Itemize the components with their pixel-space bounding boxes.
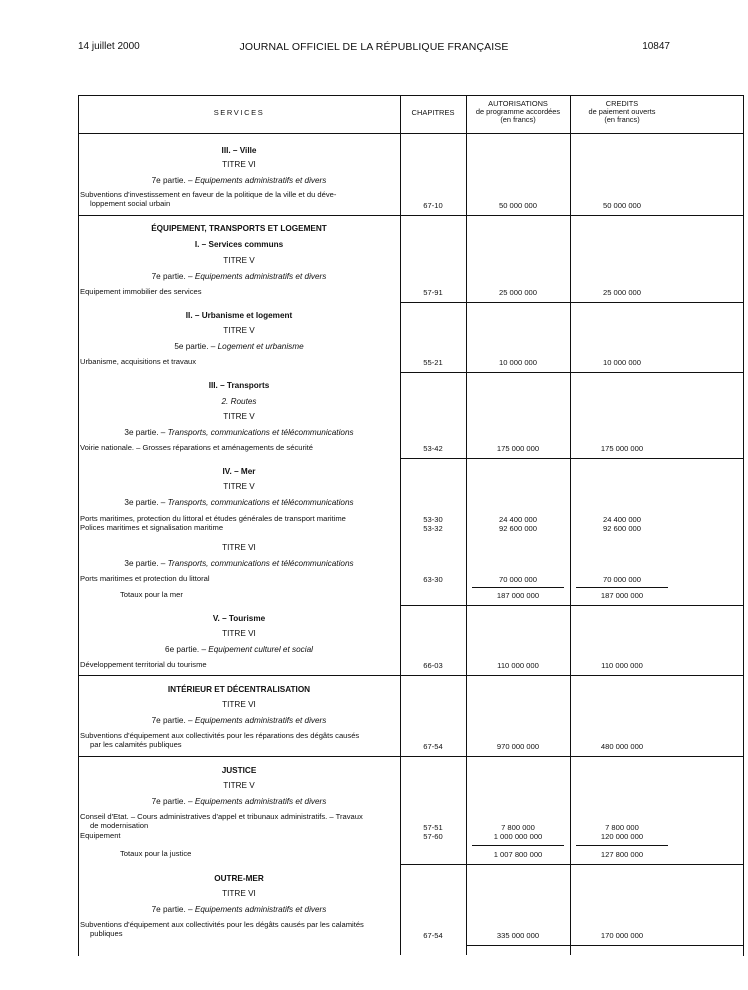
partie-label bbox=[78, 428, 400, 437]
partie-number: 7e partie. – bbox=[151, 797, 195, 806]
line-item-text bbox=[80, 190, 392, 199]
chapter-code: 53-32 bbox=[423, 524, 443, 533]
section-title: V. – Tourisme bbox=[212, 614, 266, 623]
section-rule bbox=[78, 756, 744, 757]
partie-name: Equipements administratifs et divers bbox=[194, 716, 327, 725]
autorisation-amount: 50 000 000 bbox=[498, 201, 537, 210]
credit-amount: 50 000 000 bbox=[602, 201, 641, 210]
partie-name: Equipement culturel et social bbox=[208, 645, 313, 654]
page-number: 10847 bbox=[642, 41, 670, 52]
credit-amount: 10 000 000 bbox=[602, 358, 641, 367]
header-line: de programme accordées bbox=[475, 107, 561, 116]
ministry-heading: INTÉRIEUR ET DÉCENTRALISATION bbox=[167, 685, 311, 694]
header-line: CREDITS bbox=[605, 99, 639, 108]
partie-label bbox=[78, 905, 400, 914]
line-item-label: Subventions d'équipement aux collectivités pour les dégâts causés par les calamités bbox=[80, 920, 364, 929]
partie-label bbox=[78, 272, 400, 281]
autorisation-amount: 70 000 000 bbox=[498, 575, 537, 584]
line-item-text bbox=[80, 731, 392, 740]
section-rule bbox=[400, 372, 744, 373]
total-credit-amount: 187 000 000 bbox=[600, 591, 644, 600]
titre-label: TITRE V bbox=[223, 326, 255, 335]
partie-number: 3e partie. – bbox=[124, 498, 168, 507]
chapter-code: 66-03 bbox=[423, 661, 443, 670]
section-rule bbox=[400, 302, 744, 303]
line-item-label: de modernisation bbox=[90, 821, 149, 830]
line-item-label: Développement territorial du tourisme bbox=[80, 660, 207, 669]
partie-number: 7e partie. – bbox=[151, 176, 195, 185]
autorisation-amount: 970 000 000 bbox=[496, 742, 540, 751]
partie-number: 6e partie. – bbox=[165, 645, 209, 654]
autorisation-amount: 175 000 000 bbox=[496, 444, 540, 453]
total-label: Totaux pour la justice bbox=[120, 849, 192, 858]
section-rule bbox=[400, 458, 744, 459]
autorisation-amount: 110 000 000 bbox=[497, 661, 539, 670]
header-line: AUTORISATIONS bbox=[488, 99, 548, 108]
credit-amount: 92 600 000 bbox=[602, 524, 641, 533]
line-item-text bbox=[80, 287, 392, 296]
partie-label bbox=[78, 342, 400, 351]
total-line bbox=[80, 590, 402, 599]
line-item-label: Equipement immobilier des services bbox=[80, 287, 202, 296]
chapter-code: 63-30 bbox=[423, 575, 443, 584]
journal-title: JOURNAL OFFICIEL DE LA RÉPUBLIQUE FRANÇAISE bbox=[239, 41, 509, 53]
header-rule bbox=[78, 133, 744, 134]
partie-name: Equipements administratifs et divers bbox=[194, 905, 327, 914]
line-item-label: Conseil d'Etat. – Cours administratives d'appel et tribunaux administratifs. – Travaux bbox=[80, 812, 363, 821]
credit-amount: 480 000 000 bbox=[600, 742, 644, 751]
line-item-text bbox=[80, 357, 392, 366]
line-item-text bbox=[80, 929, 392, 938]
partie-name: Logement et urbanisme bbox=[217, 342, 304, 351]
line-item-label: Polices maritimes et signalisation maritime bbox=[80, 523, 224, 532]
line-item-label: Equipement bbox=[80, 831, 121, 840]
line-item-text bbox=[80, 831, 392, 840]
section-rule bbox=[400, 605, 744, 606]
line-item-label: Urbanisme, acquisitions et travaux bbox=[80, 357, 197, 366]
credit-amount: 175 000 000 bbox=[600, 444, 644, 453]
subtotal-rule bbox=[472, 845, 564, 846]
chapter-code: 67-10 bbox=[423, 201, 443, 210]
partie-label bbox=[78, 645, 400, 654]
titre-label: TITRE VI bbox=[222, 889, 256, 898]
chapter-code: 57-60 bbox=[423, 832, 443, 841]
chapter-code: 55-21 bbox=[423, 358, 443, 367]
line-item-text bbox=[80, 660, 392, 669]
autorisation-amount: 7 800 000 bbox=[501, 823, 535, 832]
chapter-code: 57-51 bbox=[423, 823, 443, 832]
titre-label: TITRE VI bbox=[222, 700, 256, 709]
chapter-code: 57-91 bbox=[423, 288, 443, 297]
partie-label bbox=[78, 797, 400, 806]
page-date: 14 juillet 2000 bbox=[78, 41, 140, 52]
partie-number: 3e partie. – bbox=[124, 559, 168, 568]
partie-name: Transports, communications et télécommunications bbox=[167, 559, 354, 568]
subtotal-rule bbox=[576, 587, 668, 588]
ministry-heading: ÉQUIPEMENT, TRANSPORTS ET LOGEMENT bbox=[151, 224, 327, 233]
credit-amount: 70 000 000 bbox=[602, 575, 641, 584]
header-line: de paiement ouverts bbox=[588, 107, 656, 116]
line-item-label: loppement social urbain bbox=[90, 199, 171, 208]
section-title: III. – Transports bbox=[208, 381, 270, 390]
partie-name: Equipements administratifs et divers bbox=[194, 797, 327, 806]
partie-name: Transports, communications et télécommunications bbox=[167, 428, 354, 437]
titre-label: TITRE V bbox=[223, 781, 255, 790]
partie-label bbox=[78, 176, 400, 185]
titre-label: TITRE VI bbox=[222, 160, 256, 169]
header-line: (en francs) bbox=[500, 115, 536, 124]
line-item-label: Subventions d'investissement en faveur de la politique de la ville et du déve- bbox=[80, 190, 337, 199]
partie-number: 7e partie. – bbox=[151, 905, 195, 914]
header-line: (en francs) bbox=[604, 115, 640, 124]
partie-label bbox=[78, 716, 400, 725]
credit-amount: 25 000 000 bbox=[602, 288, 641, 297]
partie-name: Equipements administratifs et divers bbox=[194, 272, 327, 281]
partie-label bbox=[78, 498, 400, 507]
column-header-services: SERVICES bbox=[213, 108, 265, 117]
partie-number: 7e partie. – bbox=[151, 272, 195, 281]
line-item-text bbox=[80, 443, 392, 452]
autorisation-amount: 1 000 000 000 bbox=[493, 832, 543, 841]
autorisation-amount: 25 000 000 bbox=[498, 288, 537, 297]
partie-name: Transports, communications et télécommunications bbox=[167, 498, 354, 507]
total-autorisation-amount: 187 000 000 bbox=[496, 591, 540, 600]
credit-amount: 7 800 000 bbox=[605, 823, 639, 832]
titre-label: TITRE VI bbox=[222, 543, 256, 552]
section-rule bbox=[78, 675, 744, 676]
total-autorisation-amount: 1 007 800 000 bbox=[493, 850, 543, 859]
partie-number: 5e partie. – bbox=[174, 342, 218, 351]
line-item-label: Voirie nationale. – Grosses réparations et aménagements de sécurité bbox=[80, 443, 314, 452]
subtotal-rule bbox=[576, 845, 668, 846]
autorisation-amount: 335 000 000 bbox=[496, 931, 540, 940]
subsection-title: 2. Routes bbox=[221, 397, 257, 406]
chapter-code: 67-54 bbox=[423, 931, 443, 940]
line-item-text bbox=[80, 821, 392, 830]
credit-amount: 24 400 000 bbox=[602, 515, 641, 524]
credit-amount: 110 000 000 bbox=[601, 661, 643, 670]
line-item-text bbox=[80, 920, 392, 929]
line-item-label: Subventions d'équipement aux collectivités pour les réparations des dégâts causés bbox=[80, 731, 360, 740]
autorisation-amount: 24 400 000 bbox=[498, 515, 537, 524]
total-label: Totaux pour la mer bbox=[120, 590, 183, 599]
section-title: III. – Ville bbox=[221, 146, 257, 155]
titre-label: TITRE V bbox=[223, 482, 255, 491]
line-item-text bbox=[80, 740, 392, 749]
line-item-label: Ports maritimes, protection du littoral et études générales de transport maritime bbox=[80, 514, 346, 523]
chapter-code: 67-54 bbox=[423, 742, 443, 751]
column-header-chapitres: CHAPITRES bbox=[411, 108, 455, 117]
section-title: II. – Urbanisme et logement bbox=[185, 311, 293, 320]
line-item-text bbox=[80, 514, 392, 523]
titre-label: TITRE VI bbox=[222, 629, 256, 638]
line-item-label: par les calamités publiques bbox=[90, 740, 182, 749]
line-item-label: Ports maritimes et protection du littoral bbox=[80, 574, 210, 583]
subtotal-rule bbox=[472, 587, 564, 588]
partie-number: 3e partie. – bbox=[124, 428, 168, 437]
section-title: IV. – Mer bbox=[222, 467, 256, 476]
total-credit-amount: 127 800 000 bbox=[600, 850, 644, 859]
line-item-text bbox=[80, 812, 392, 821]
line-item-text bbox=[80, 199, 392, 208]
line-item-text bbox=[80, 523, 392, 532]
section-title: I. – Services communs bbox=[194, 240, 284, 249]
partie-label bbox=[78, 559, 400, 568]
autorisation-amount: 92 600 000 bbox=[498, 524, 537, 533]
partie-name: Equipements administratifs et divers bbox=[194, 176, 327, 185]
ministry-heading: OUTRE-MER bbox=[214, 874, 264, 883]
credit-amount: 120 000 000 bbox=[600, 832, 644, 841]
ministry-heading: JUSTICE bbox=[221, 766, 257, 775]
total-line bbox=[80, 849, 402, 858]
autorisation-amount: 10 000 000 bbox=[498, 358, 537, 367]
chapter-code: 53-42 bbox=[423, 444, 443, 453]
section-rule bbox=[400, 864, 744, 865]
titre-label: TITRE V bbox=[223, 256, 255, 265]
partie-number: 7e partie. – bbox=[151, 716, 195, 725]
credit-amount: 170 000 000 bbox=[600, 931, 644, 940]
section-rule bbox=[78, 215, 744, 216]
titre-label: TITRE V bbox=[223, 412, 255, 421]
section-rule bbox=[466, 945, 744, 946]
line-item-text bbox=[80, 574, 392, 583]
column-header-credits bbox=[570, 100, 674, 124]
column-header-autorisations bbox=[466, 100, 570, 124]
line-item-label: publiques bbox=[90, 929, 123, 938]
chapter-code: 53-30 bbox=[423, 515, 443, 524]
